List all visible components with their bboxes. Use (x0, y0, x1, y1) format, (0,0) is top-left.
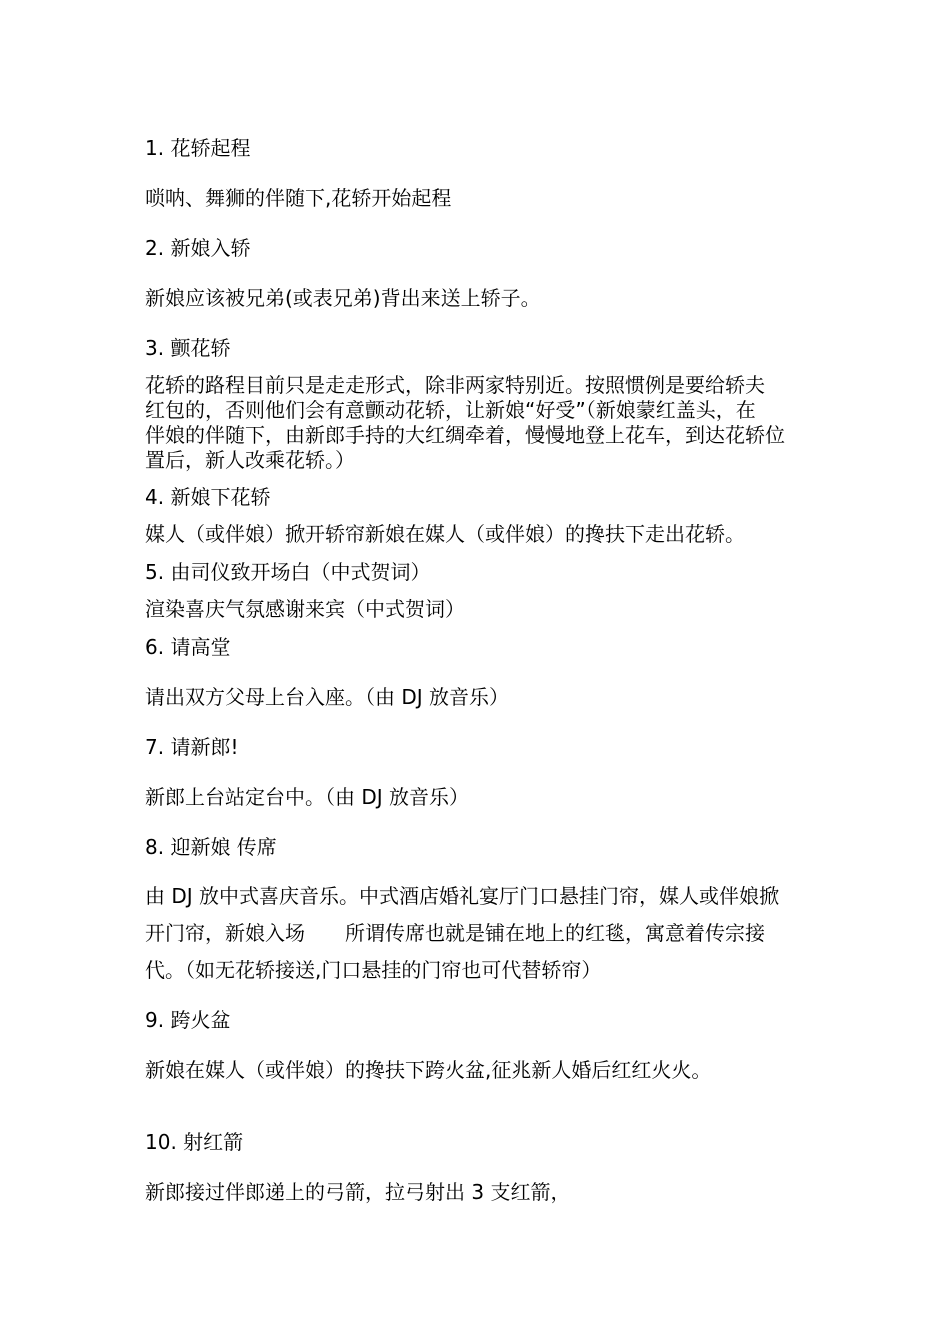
section-body: 新娘在媒人（或伴娘）的搀扶下跨火盆,征兆新人婚后红红火火。 (145, 1058, 712, 1082)
section-body: 新郎接过伴郎递上的弓箭，拉弓射出 3 支红箭， (145, 1180, 571, 1204)
section-body: 媒人（或伴娘）掀开轿帘新娘在媒人（或伴娘）的搀扶下走出花轿。 (145, 522, 745, 546)
section-heading: 3. 颤花轿 (145, 336, 231, 360)
section-body: 新娘应该被兄弟(或表兄弟)背出来送上轿子。 (145, 286, 541, 310)
section-heading: 5. 由司仪致开场白（中式贺词） (145, 560, 431, 584)
section-body-line: 红包的，否则他们会有意颤动花轿，让新娘“好受”（新娘蒙红盖头，在 (145, 398, 756, 422)
section-heading: 2. 新娘入轿 (145, 236, 251, 260)
section-body-line: 花轿的路程目前只是走走形式，除非两家特别近。按照惯例是要给轿夫 (145, 373, 765, 397)
section-heading: 1. 花轿起程 (145, 136, 251, 160)
section-body-line: 代。（如无花轿接送,门口悬挂的门帘也可代替轿帘） (145, 958, 602, 982)
section-body: 新郎上台站定台中。（由 DJ 放音乐） (145, 785, 470, 809)
section-body: 唢呐、舞狮的伴随下,花轿开始起程 (145, 186, 452, 210)
section-heading: 10. 射红箭 (145, 1130, 244, 1154)
section-body-line: 置后，新人改乘花轿。） (145, 448, 355, 472)
section-heading: 7. 请新郎! (145, 735, 239, 759)
section-heading: 9. 跨火盆 (145, 1008, 231, 1032)
section-body: 渲染喜庆气氛感谢来宾（中式贺词） (145, 597, 465, 621)
section-body: 请出双方父母上台入座。（由 DJ 放音乐） (145, 685, 510, 709)
section-heading: 8. 迎新娘 传席 (145, 835, 277, 859)
section-heading: 6. 请高堂 (145, 635, 231, 659)
section-heading: 4. 新娘下花轿 (145, 485, 271, 509)
section-body-line: 开门帘，新娘入场 所谓传席也就是铺在地上的红毯，寓意着传宗接 (145, 921, 765, 945)
section-body-line: 由 DJ 放中式喜庆音乐。中式酒店婚礼宴厅门口悬挂门帘，媒人或伴娘掀 (145, 884, 780, 908)
section-body-line: 伴娘的伴随下，由新郎手持的大红绸牵着，慢慢地登上花车，到达花轿位 (145, 423, 785, 447)
